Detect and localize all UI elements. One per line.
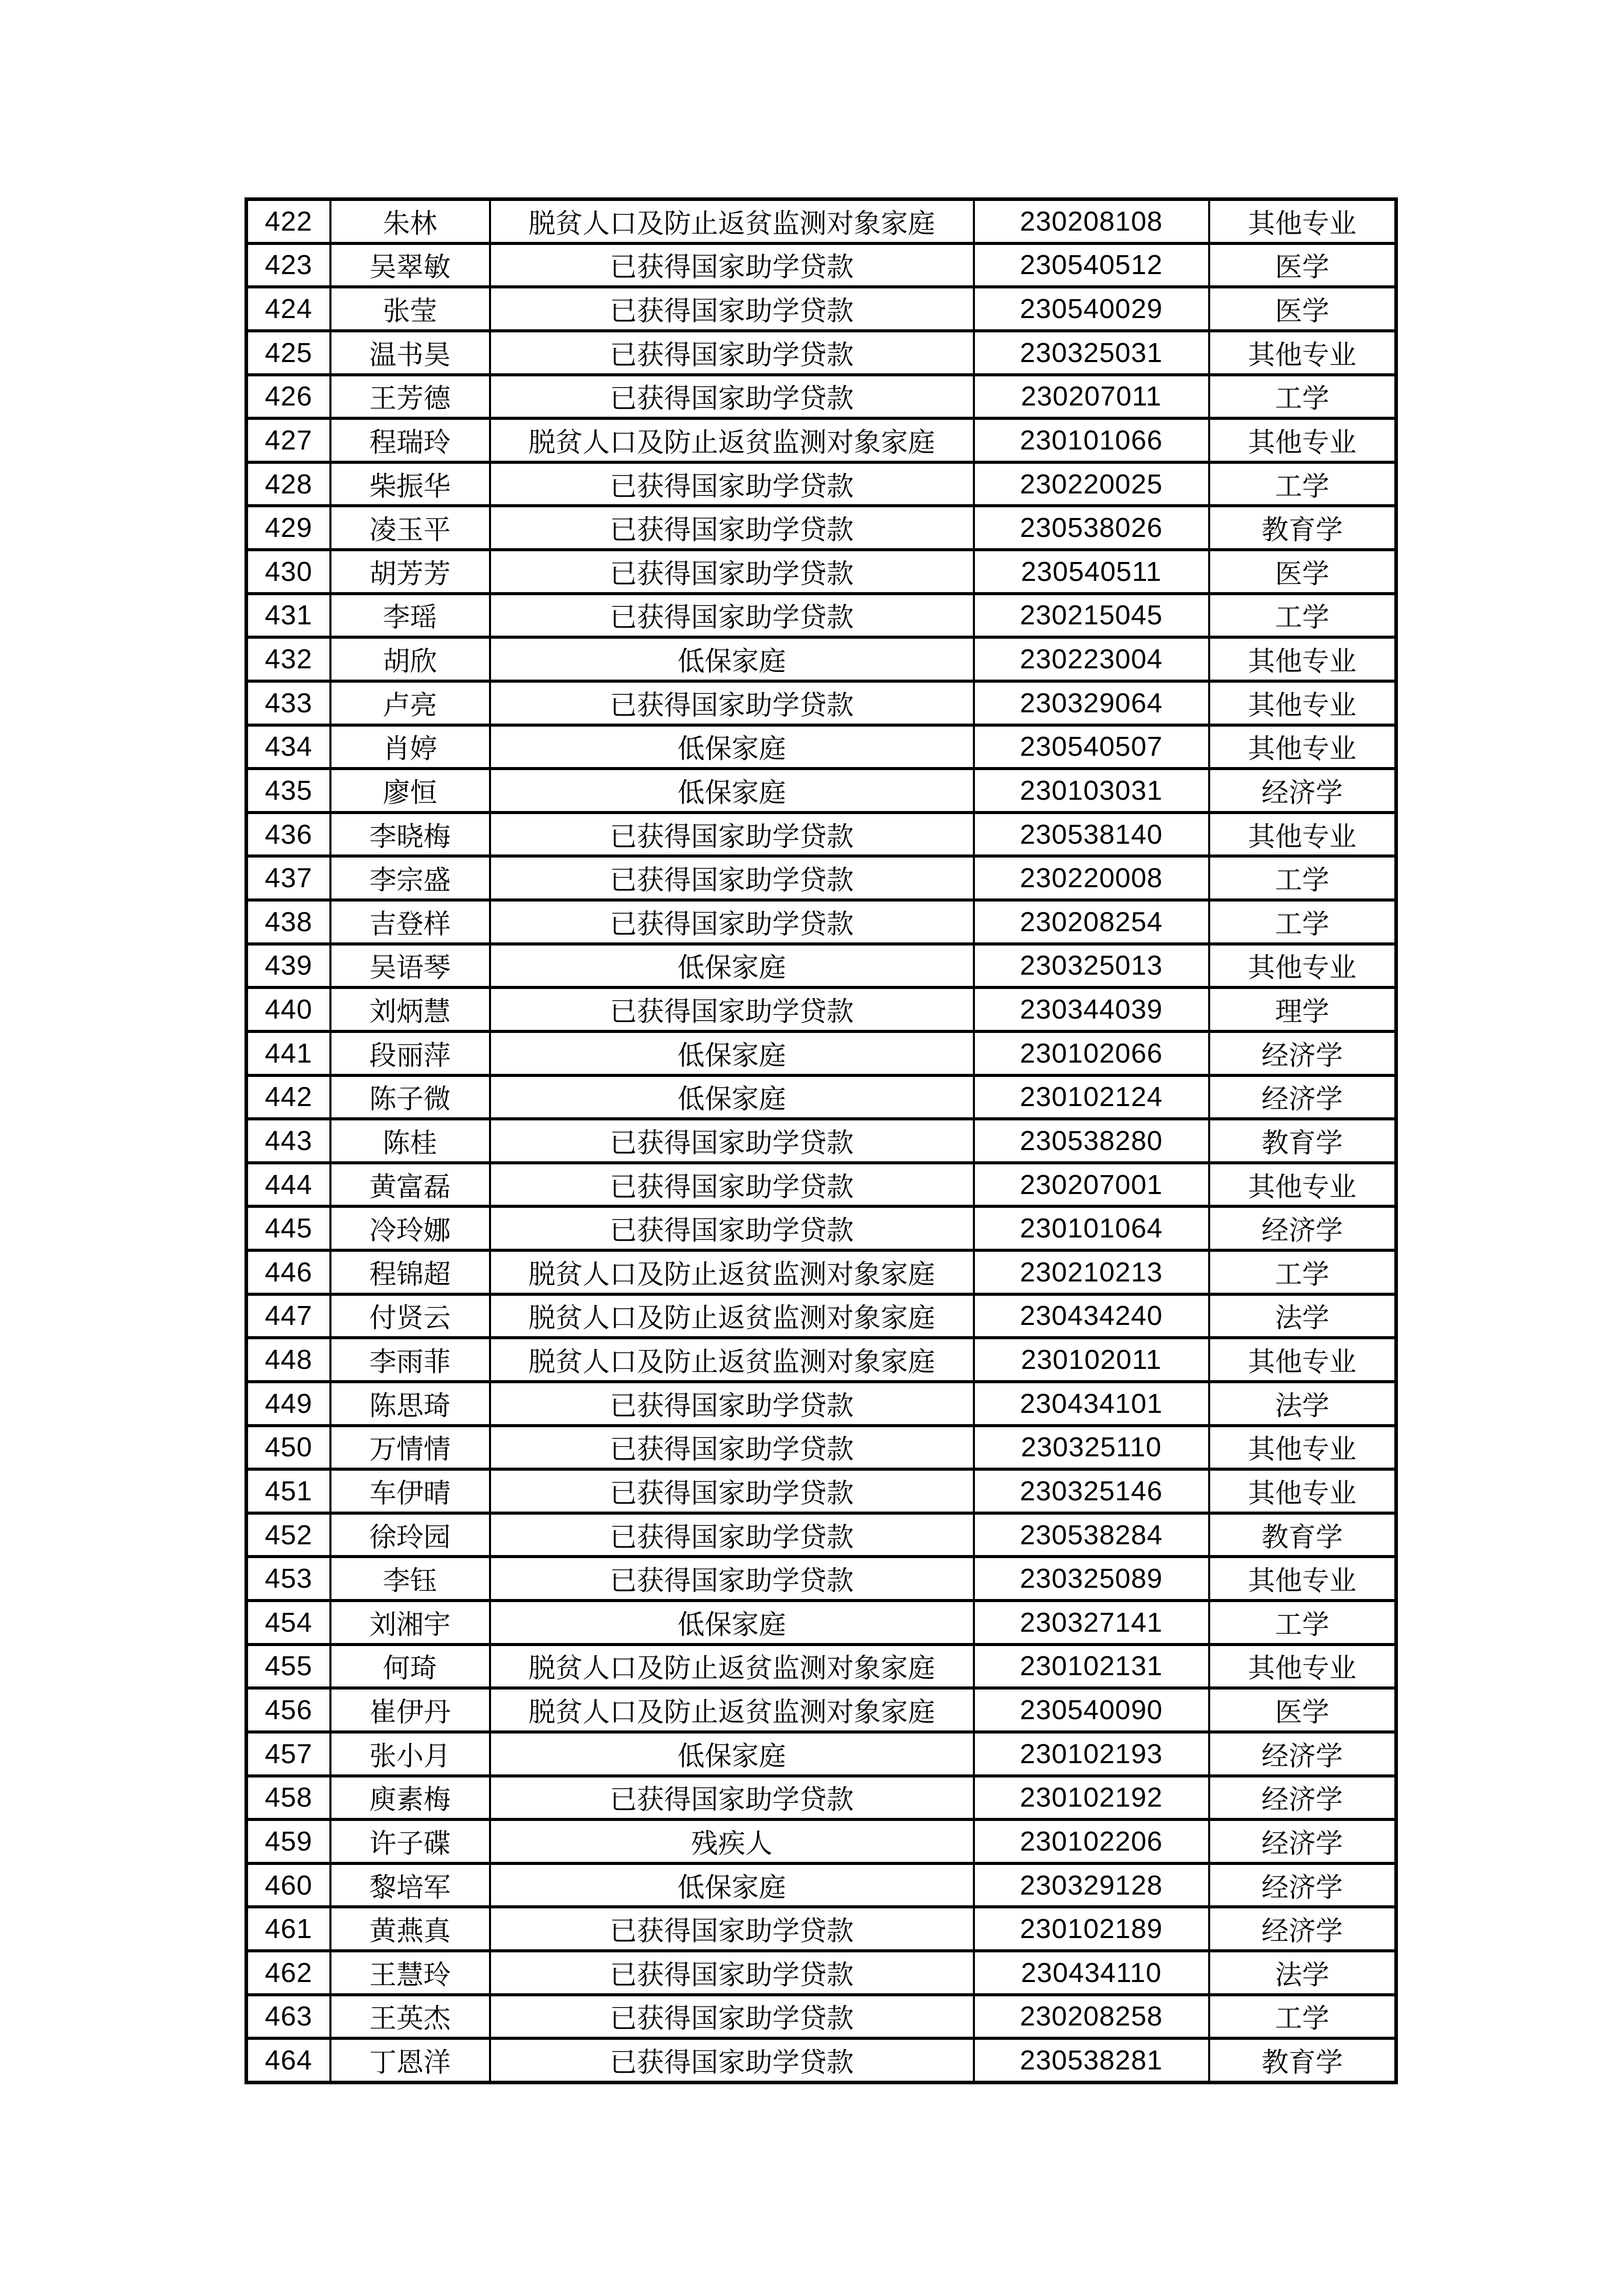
cell-major: 理学 xyxy=(1209,987,1396,1031)
cell-row-number: 456 xyxy=(247,1688,330,1732)
cell-major: 经济学 xyxy=(1209,1732,1396,1776)
table-row xyxy=(247,1075,1396,1119)
cell-funding-category: 已获得国家助学贷款 xyxy=(490,1776,974,1820)
table-row xyxy=(247,594,1396,638)
table-row xyxy=(247,1294,1396,1338)
cell-student-name: 吴翠敏 xyxy=(330,243,490,287)
cell-major: 工学 xyxy=(1209,1250,1396,1294)
cell-row-number: 428 xyxy=(247,462,330,506)
cell-row-number: 436 xyxy=(247,813,330,857)
cell-student-name: 张莹 xyxy=(330,287,490,331)
cell-student-name: 徐玲园 xyxy=(330,1513,490,1557)
cell-row-number: 435 xyxy=(247,769,330,813)
cell-funding-category: 已获得国家助学贷款 xyxy=(490,987,974,1031)
cell-major: 工学 xyxy=(1209,856,1396,900)
cell-row-number: 450 xyxy=(247,1426,330,1470)
cell-student-name: 王英杰 xyxy=(330,1995,490,2039)
cell-student-name: 冷玲娜 xyxy=(330,1206,490,1250)
cell-funding-category: 低保家庭 xyxy=(490,769,974,813)
cell-major: 经济学 xyxy=(1209,1776,1396,1820)
cell-row-number: 443 xyxy=(247,1119,330,1163)
cell-student-id: 230223004 xyxy=(974,637,1209,681)
table-row xyxy=(247,856,1396,900)
cell-student-name: 陈桂 xyxy=(330,1119,490,1163)
cell-major: 其他专业 xyxy=(1209,637,1396,681)
cell-funding-category: 已获得国家助学贷款 xyxy=(490,1382,974,1426)
table-row xyxy=(247,1382,1396,1426)
cell-student-name: 万情情 xyxy=(330,1426,490,1470)
table-row xyxy=(247,1995,1396,2039)
cell-student-name: 黄富磊 xyxy=(330,1163,490,1207)
cell-row-number: 425 xyxy=(247,331,330,375)
cell-funding-category: 脱贫人口及防止返贫监测对象家庭 xyxy=(490,199,974,243)
cell-student-id: 230434101 xyxy=(974,1382,1209,1426)
table-row xyxy=(247,1338,1396,1382)
cell-funding-category: 已获得国家助学贷款 xyxy=(490,681,974,725)
cell-student-id: 230538026 xyxy=(974,506,1209,550)
cell-student-name: 李晓梅 xyxy=(330,813,490,857)
cell-major: 其他专业 xyxy=(1209,418,1396,462)
cell-student-id: 230102206 xyxy=(974,1819,1209,1863)
cell-funding-category: 已获得国家助学贷款 xyxy=(490,375,974,419)
table-row xyxy=(247,1426,1396,1470)
cell-student-name: 张小月 xyxy=(330,1732,490,1776)
cell-student-id: 230327141 xyxy=(974,1601,1209,1645)
table-row xyxy=(247,944,1396,988)
cell-row-number: 442 xyxy=(247,1075,330,1119)
table-row xyxy=(247,769,1396,813)
cell-row-number: 441 xyxy=(247,1031,330,1075)
cell-funding-category: 低保家庭 xyxy=(490,637,974,681)
cell-major: 其他专业 xyxy=(1209,1163,1396,1207)
cell-funding-category: 低保家庭 xyxy=(490,725,974,769)
cell-student-id: 230102192 xyxy=(974,1776,1209,1820)
cell-row-number: 439 xyxy=(247,944,330,988)
cell-funding-category: 已获得国家助学贷款 xyxy=(490,331,974,375)
student-funding-table xyxy=(244,197,1398,2084)
table-row xyxy=(247,1469,1396,1513)
table-row xyxy=(247,987,1396,1031)
cell-student-name: 刘炳慧 xyxy=(330,987,490,1031)
cell-student-id: 230210213 xyxy=(974,1250,1209,1294)
cell-student-id: 230208254 xyxy=(974,900,1209,944)
cell-major: 其他专业 xyxy=(1209,199,1396,243)
table-row xyxy=(247,1688,1396,1732)
cell-major: 工学 xyxy=(1209,462,1396,506)
cell-student-name: 温书昊 xyxy=(330,331,490,375)
cell-row-number: 457 xyxy=(247,1732,330,1776)
cell-major: 其他专业 xyxy=(1209,1645,1396,1689)
cell-row-number: 461 xyxy=(247,1907,330,1951)
table-row xyxy=(247,1513,1396,1557)
cell-row-number: 445 xyxy=(247,1206,330,1250)
cell-funding-category: 已获得国家助学贷款 xyxy=(490,462,974,506)
cell-row-number: 429 xyxy=(247,506,330,550)
table-row xyxy=(247,1907,1396,1951)
cell-funding-category: 已获得国家助学贷款 xyxy=(490,2038,974,2082)
cell-student-id: 230102011 xyxy=(974,1338,1209,1382)
cell-major: 其他专业 xyxy=(1209,1426,1396,1470)
cell-student-id: 230434110 xyxy=(974,1951,1209,1995)
cell-major: 医学 xyxy=(1209,287,1396,331)
cell-row-number: 452 xyxy=(247,1513,330,1557)
cell-student-id: 230540511 xyxy=(974,550,1209,594)
cell-funding-category: 已获得国家助学贷款 xyxy=(490,594,974,638)
table-row xyxy=(247,1951,1396,1995)
cell-student-id: 230325013 xyxy=(974,944,1209,988)
cell-student-id: 230538284 xyxy=(974,1513,1209,1557)
cell-student-name: 凌玉平 xyxy=(330,506,490,550)
table-row xyxy=(247,199,1396,243)
cell-funding-category: 脱贫人口及防止返贫监测对象家庭 xyxy=(490,1688,974,1732)
cell-student-id: 230538140 xyxy=(974,813,1209,857)
cell-major: 医学 xyxy=(1209,1688,1396,1732)
cell-student-id: 230208108 xyxy=(974,199,1209,243)
cell-funding-category: 脱贫人口及防止返贫监测对象家庭 xyxy=(490,1250,974,1294)
cell-major: 经济学 xyxy=(1209,1206,1396,1250)
cell-student-name: 陈子微 xyxy=(330,1075,490,1119)
cell-major: 其他专业 xyxy=(1209,813,1396,857)
cell-row-number: 426 xyxy=(247,375,330,419)
table-row xyxy=(247,418,1396,462)
table-row xyxy=(247,550,1396,594)
cell-student-name: 车伊晴 xyxy=(330,1469,490,1513)
cell-major: 其他专业 xyxy=(1209,1469,1396,1513)
cell-student-name: 卢亮 xyxy=(330,681,490,725)
cell-student-name: 李雨菲 xyxy=(330,1338,490,1382)
cell-student-name: 胡芳芳 xyxy=(330,550,490,594)
cell-row-number: 448 xyxy=(247,1338,330,1382)
cell-student-name: 李瑶 xyxy=(330,594,490,638)
cell-student-id: 230103031 xyxy=(974,769,1209,813)
table-row xyxy=(247,506,1396,550)
cell-student-id: 230101066 xyxy=(974,418,1209,462)
cell-major: 教育学 xyxy=(1209,2038,1396,2082)
cell-funding-category: 低保家庭 xyxy=(490,1075,974,1119)
cell-student-name: 黄燕真 xyxy=(330,1907,490,1951)
cell-major: 工学 xyxy=(1209,375,1396,419)
cell-student-id: 230102066 xyxy=(974,1031,1209,1075)
table-row xyxy=(247,637,1396,681)
cell-major: 其他专业 xyxy=(1209,944,1396,988)
cell-funding-category: 已获得国家助学贷款 xyxy=(490,1426,974,1470)
cell-funding-category: 残疾人 xyxy=(490,1819,974,1863)
cell-major: 经济学 xyxy=(1209,1031,1396,1075)
cell-major: 其他专业 xyxy=(1209,681,1396,725)
cell-student-name: 王慧玲 xyxy=(330,1951,490,1995)
cell-student-name: 胡欣 xyxy=(330,637,490,681)
cell-major: 经济学 xyxy=(1209,1075,1396,1119)
cell-student-id: 230540507 xyxy=(974,725,1209,769)
cell-funding-category: 脱贫人口及防止返贫监测对象家庭 xyxy=(490,1338,974,1382)
cell-student-id: 230220025 xyxy=(974,462,1209,506)
cell-student-id: 230325146 xyxy=(974,1469,1209,1513)
cell-row-number: 438 xyxy=(247,900,330,944)
cell-funding-category: 已获得国家助学贷款 xyxy=(490,1163,974,1207)
cell-funding-category: 脱贫人口及防止返贫监测对象家庭 xyxy=(490,1645,974,1689)
cell-major: 法学 xyxy=(1209,1382,1396,1426)
cell-funding-category: 低保家庭 xyxy=(490,1732,974,1776)
cell-row-number: 464 xyxy=(247,2038,330,2082)
cell-student-name: 付贤云 xyxy=(330,1294,490,1338)
cell-student-name: 程瑞玲 xyxy=(330,418,490,462)
cell-row-number: 440 xyxy=(247,987,330,1031)
cell-major: 工学 xyxy=(1209,594,1396,638)
cell-funding-category: 已获得国家助学贷款 xyxy=(490,813,974,857)
cell-student-id: 230102189 xyxy=(974,1907,1209,1951)
cell-student-name: 廖恒 xyxy=(330,769,490,813)
cell-row-number: 455 xyxy=(247,1645,330,1689)
cell-student-name: 许子碟 xyxy=(330,1819,490,1863)
cell-student-id: 230102193 xyxy=(974,1732,1209,1776)
cell-major: 医学 xyxy=(1209,550,1396,594)
cell-student-id: 230344039 xyxy=(974,987,1209,1031)
cell-student-name: 黎培军 xyxy=(330,1863,490,1907)
table-row xyxy=(247,243,1396,287)
cell-student-name: 陈思琦 xyxy=(330,1382,490,1426)
cell-major: 教育学 xyxy=(1209,506,1396,550)
table-row xyxy=(247,287,1396,331)
table-row xyxy=(247,681,1396,725)
cell-funding-category: 已获得国家助学贷款 xyxy=(490,1119,974,1163)
cell-major: 经济学 xyxy=(1209,1819,1396,1863)
cell-funding-category: 已获得国家助学贷款 xyxy=(490,287,974,331)
cell-student-id: 230540029 xyxy=(974,287,1209,331)
cell-row-number: 432 xyxy=(247,637,330,681)
cell-funding-category: 已获得国家助学贷款 xyxy=(490,550,974,594)
cell-row-number: 449 xyxy=(247,1382,330,1426)
cell-row-number: 434 xyxy=(247,725,330,769)
cell-major: 教育学 xyxy=(1209,1513,1396,1557)
cell-student-name: 李宗盛 xyxy=(330,856,490,900)
cell-funding-category: 已获得国家助学贷款 xyxy=(490,1907,974,1951)
table-row xyxy=(247,1557,1396,1601)
table-row xyxy=(247,1863,1396,1907)
cell-row-number: 437 xyxy=(247,856,330,900)
cell-funding-category: 已获得国家助学贷款 xyxy=(490,900,974,944)
cell-row-number: 458 xyxy=(247,1776,330,1820)
cell-funding-category: 低保家庭 xyxy=(490,944,974,988)
cell-student-id: 230538280 xyxy=(974,1119,1209,1163)
cell-row-number: 433 xyxy=(247,681,330,725)
cell-major: 法学 xyxy=(1209,1951,1396,1995)
cell-major: 经济学 xyxy=(1209,769,1396,813)
table-row xyxy=(247,900,1396,944)
cell-student-name: 刘湘宇 xyxy=(330,1601,490,1645)
cell-student-name: 王芳德 xyxy=(330,375,490,419)
cell-funding-category: 已获得国家助学贷款 xyxy=(490,1469,974,1513)
cell-student-name: 段丽萍 xyxy=(330,1031,490,1075)
table-row xyxy=(247,1250,1396,1294)
cell-funding-category: 已获得国家助学贷款 xyxy=(490,1951,974,1995)
cell-student-id: 230538281 xyxy=(974,2038,1209,2082)
cell-student-id: 230220008 xyxy=(974,856,1209,900)
cell-row-number: 462 xyxy=(247,1951,330,1995)
cell-student-id: 230208258 xyxy=(974,1995,1209,2039)
cell-student-id: 230325031 xyxy=(974,331,1209,375)
table-row xyxy=(247,1732,1396,1776)
cell-funding-category: 已获得国家助学贷款 xyxy=(490,1995,974,2039)
cell-row-number: 454 xyxy=(247,1601,330,1645)
cell-student-id: 230540090 xyxy=(974,1688,1209,1732)
table-body xyxy=(247,199,1396,2083)
cell-major: 教育学 xyxy=(1209,1119,1396,1163)
cell-student-id: 230329064 xyxy=(974,681,1209,725)
cell-student-id: 230102131 xyxy=(974,1645,1209,1689)
cell-major: 工学 xyxy=(1209,1601,1396,1645)
cell-funding-category: 已获得国家助学贷款 xyxy=(490,856,974,900)
cell-row-number: 447 xyxy=(247,1294,330,1338)
cell-student-name: 程锦超 xyxy=(330,1250,490,1294)
cell-row-number: 460 xyxy=(247,1863,330,1907)
cell-student-id: 230101064 xyxy=(974,1206,1209,1250)
cell-major: 医学 xyxy=(1209,243,1396,287)
table-row xyxy=(247,375,1396,419)
cell-student-name: 吴语琴 xyxy=(330,944,490,988)
cell-funding-category: 已获得国家助学贷款 xyxy=(490,506,974,550)
cell-row-number: 459 xyxy=(247,1819,330,1863)
cell-student-id: 230207001 xyxy=(974,1163,1209,1207)
cell-student-id: 230325110 xyxy=(974,1426,1209,1470)
cell-row-number: 451 xyxy=(247,1469,330,1513)
cell-major: 法学 xyxy=(1209,1294,1396,1338)
table-row xyxy=(247,2038,1396,2082)
table-row xyxy=(247,1819,1396,1863)
cell-row-number: 427 xyxy=(247,418,330,462)
cell-funding-category: 已获得国家助学贷款 xyxy=(490,243,974,287)
cell-student-name: 肖婷 xyxy=(330,725,490,769)
table-row xyxy=(247,1119,1396,1163)
table-row xyxy=(247,1163,1396,1207)
table-row xyxy=(247,1776,1396,1820)
cell-row-number: 453 xyxy=(247,1557,330,1601)
cell-row-number: 422 xyxy=(247,199,330,243)
cell-major: 其他专业 xyxy=(1209,1557,1396,1601)
cell-student-id: 230540512 xyxy=(974,243,1209,287)
cell-student-id: 230102124 xyxy=(974,1075,1209,1119)
cell-major: 其他专业 xyxy=(1209,725,1396,769)
cell-major: 工学 xyxy=(1209,1995,1396,2039)
cell-major: 其他专业 xyxy=(1209,1338,1396,1382)
cell-funding-category: 低保家庭 xyxy=(490,1601,974,1645)
cell-funding-category: 已获得国家助学贷款 xyxy=(490,1206,974,1250)
cell-student-name: 丁恩洋 xyxy=(330,2038,490,2082)
cell-student-id: 230434240 xyxy=(974,1294,1209,1338)
cell-student-name: 吉登样 xyxy=(330,900,490,944)
cell-major: 其他专业 xyxy=(1209,331,1396,375)
cell-student-id: 230325089 xyxy=(974,1557,1209,1601)
cell-funding-category: 低保家庭 xyxy=(490,1863,974,1907)
cell-student-name: 崔伊丹 xyxy=(330,1688,490,1732)
cell-student-name: 柴振华 xyxy=(330,462,490,506)
cell-funding-category: 已获得国家助学贷款 xyxy=(490,1513,974,1557)
table-row xyxy=(247,1031,1396,1075)
table-row xyxy=(247,462,1396,506)
cell-student-name: 李钰 xyxy=(330,1557,490,1601)
cell-student-name: 庾素梅 xyxy=(330,1776,490,1820)
cell-student-name: 何琦 xyxy=(330,1645,490,1689)
cell-student-name: 朱林 xyxy=(330,199,490,243)
table-row xyxy=(247,813,1396,857)
table-row xyxy=(247,1645,1396,1689)
cell-row-number: 430 xyxy=(247,550,330,594)
table-row xyxy=(247,1206,1396,1250)
cell-funding-category: 已获得国家助学贷款 xyxy=(490,1557,974,1601)
cell-major: 经济学 xyxy=(1209,1863,1396,1907)
cell-major: 工学 xyxy=(1209,900,1396,944)
table-row xyxy=(247,725,1396,769)
cell-row-number: 446 xyxy=(247,1250,330,1294)
cell-row-number: 424 xyxy=(247,287,330,331)
cell-funding-category: 低保家庭 xyxy=(490,1031,974,1075)
cell-student-id: 230329128 xyxy=(974,1863,1209,1907)
cell-funding-category: 脱贫人口及防止返贫监测对象家庭 xyxy=(490,418,974,462)
cell-funding-category: 脱贫人口及防止返贫监测对象家庭 xyxy=(490,1294,974,1338)
cell-row-number: 463 xyxy=(247,1995,330,2039)
cell-row-number: 423 xyxy=(247,243,330,287)
cell-row-number: 431 xyxy=(247,594,330,638)
cell-student-id: 230207011 xyxy=(974,375,1209,419)
cell-major: 经济学 xyxy=(1209,1907,1396,1951)
cell-student-id: 230215045 xyxy=(974,594,1209,638)
cell-row-number: 444 xyxy=(247,1163,330,1207)
table-row xyxy=(247,331,1396,375)
table-row xyxy=(247,1601,1396,1645)
